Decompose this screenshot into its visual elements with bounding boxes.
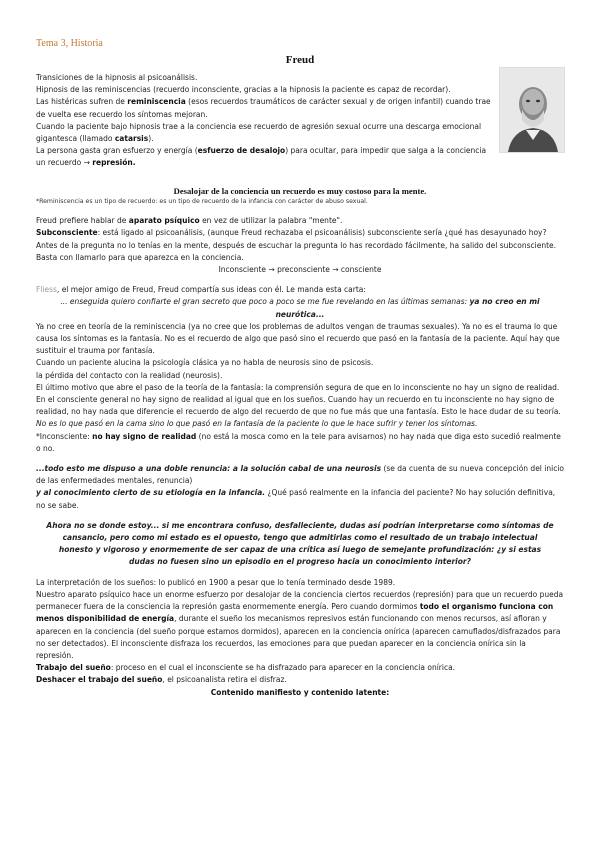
suenos-line: La interpretación de los sueños: lo publicó en 1900 a pesar que lo tenía terminado desde 1989. xyxy=(36,577,396,587)
fliess-quote: ... enseguida quiero confiarte el gran secreto que poco a poco se me fue revelando en las últimas semanas: ya no creo en mi neurótica... xyxy=(60,297,540,319)
trabajo-sueno-line: Trabajo del sueño: proceso en el cual el inconsciente se ha disfrazado para aparecer en la conciencia onírica. xyxy=(36,663,456,673)
aparato-psiquico-line: Freud prefiere hablar de aparato psíquico en vez de utilizar la palabra "mente". xyxy=(36,216,343,226)
psicosis-line: Cuando un paciente alucina la psicología clásica ya no habla de neurosis sino de psicosis. xyxy=(36,358,374,368)
fliess-line: Fliess, el mejor amigo de Freud, Freud compartía sus ideas con él. Le manda esta carta: xyxy=(36,285,366,295)
page-title: Freud xyxy=(285,54,315,66)
realidad-line: la pérdida del contacto con la realidad (neurosis). xyxy=(36,370,223,380)
intro-line-5: La persona gasta gran esfuerzo y energía (esfuerzo de desalojo) para ocultar, para impedir que salga a la conciencia un recuerdo → represión. xyxy=(36,146,487,168)
deshacer-line: Deshacer el trabajo del sueño, el psicoanalista retira el disfraz. xyxy=(36,675,287,685)
subconsciente-paragraph: Subconsciente: está ligado al psicoanálisis, (aunque Freud rechazaba el psicoanálisis) subconsciente sería ¿qué has desayunado hoy? Antes de la pregunta no lo tenías en la mente, después de escuchar la pregunta lo has recordado fácilmente, ha salido del subconsciente. Basta con llamarlo para que aparezca en la conciencia. xyxy=(36,228,557,262)
contenido-heading: Contenido manifiesto y contenido latente: xyxy=(210,687,390,697)
desalojar-heading: Desalojar de la conciencia un recuerdo es muy costoso para la mente. xyxy=(173,186,427,196)
section-header: Tema 3, Historia xyxy=(36,38,103,49)
intro-line-4: Cuando la paciente bajo hipnosis trae a la conciencia ese recuerdo de agresión sexual ocurre una descarga emocional gigantesca (llamado catarsis). xyxy=(36,121,482,144)
represion-paragraph: Nuestro aparato psíquico hace un enorme esfuerzo por desalojar de la conciencia ciertos recuerdos (represión) para que un recuerdo pueda permanecer fuera de la consciencia la represión gasta enormemente energía. Pero cuando dormimos todo el organismo funciona con menos disponibilidad de energía, durante el sueño los mecanismos represivos están funcionando con menos recursos, así afloran y aparecen en la conciencia (del sueño porque estamos dormidos), aparecen en la conciencia onírica (aparecen camuflados/disfrazados para no ser detectados). El inconsciente disfraza los recuerdos, las emociones para que puedan aparecer en la conciencia onírica sin la represión. xyxy=(36,589,564,660)
intro-line-1: Transiciones de la hipnosis al psicoanálisis. xyxy=(36,73,198,82)
freud-portrait-icon xyxy=(499,67,565,153)
dudas-quote: Ahora no se donde estoy... si me encontrara confuso, desfalleciente, dudas así podrían interpretarse como síntomas de cansancio, pero como mi estado es el opuesto, tengo que admitirlas como el resultado de un trabajo intelectual honesto y vigoroso y enormemente de ser capaz de una crítica así luego de semejante profundización: ¿y si estas dudas no fuesen sino un episodio en el progreso hacia un conocimiento interior? xyxy=(46,520,554,567)
inconsciente-note: *Inconsciente: no hay signo de realidad (no está la mosca como en la tele para avisarnos) no hay nada que diga esto sucedió realmente o no. xyxy=(36,431,561,453)
reminiscencia-paragraph: Ya no cree en teoría de la reminiscencia (ya no cree que los problemas de adultos vengan de traumas sexuales). Ya no es el trauma lo que causa los síntomas es la fantasía. No es el recuerdo de algo que pasó sino el recuerdo que pasó en la fantasía de la paciente. Aquí hay que sustituir el trauma por fantasía. xyxy=(36,321,560,356)
renuncia-paragraph: ...todo esto me dispuso a una doble renuncia: a la solución cabal de una neurosis (se da cuenta de su nueva concepción del inicio de las enfermedades mentales, renuncia) y al conocimiento cierto de su etiología en la infancia. ¿Qué pasó realmente en la infancia del paciente? No hay solución definitiva, no se sabe. xyxy=(36,464,564,510)
reminiscencia-note: *Reminiscencia es un tipo de recuerdo: es un tipo de recuerdo de la infancia con carácter de abuso sexual. xyxy=(36,198,368,206)
desalojar-block xyxy=(36,185,564,699)
fantasia-paragraph: El último motivo que abre el paso de la teoría de la fantasía: la comprensión segura de que en lo inconsciente no hay un signo de realidad. En el consciente general no hay signo de realidad al igual que en los sueños. Cuando hay un recuerdo en tu inconsciente no hay signo de realidad, no hay nada que diferencie el recuerdo de algo del recuerdo de que no fue más que una fantasía. Esto le hace dudar de su teoría. No es lo que pasó en la cama sino lo que pasó en la fantasía de la paciente lo que le hace sufrir y tener los síntomas. xyxy=(36,382,561,429)
intro-line-3: Las histéricas sufren de reminiscencia (esos recuerdos traumáticos de carácter sexual y de origen infantil) cuando trae de vuelta ese recuerdo los síntomas mejoran. xyxy=(36,97,491,119)
portrait-drawing xyxy=(500,68,564,152)
consciousness-chain: Inconsciente → preconsciente → consciente xyxy=(218,265,382,275)
intro-line-2: Hipnosis de las reminiscencias (recuerdo inconsciente, gracias a la hipnosis la paciente es capaz de recordar). xyxy=(36,85,451,95)
intro-block xyxy=(36,72,496,170)
